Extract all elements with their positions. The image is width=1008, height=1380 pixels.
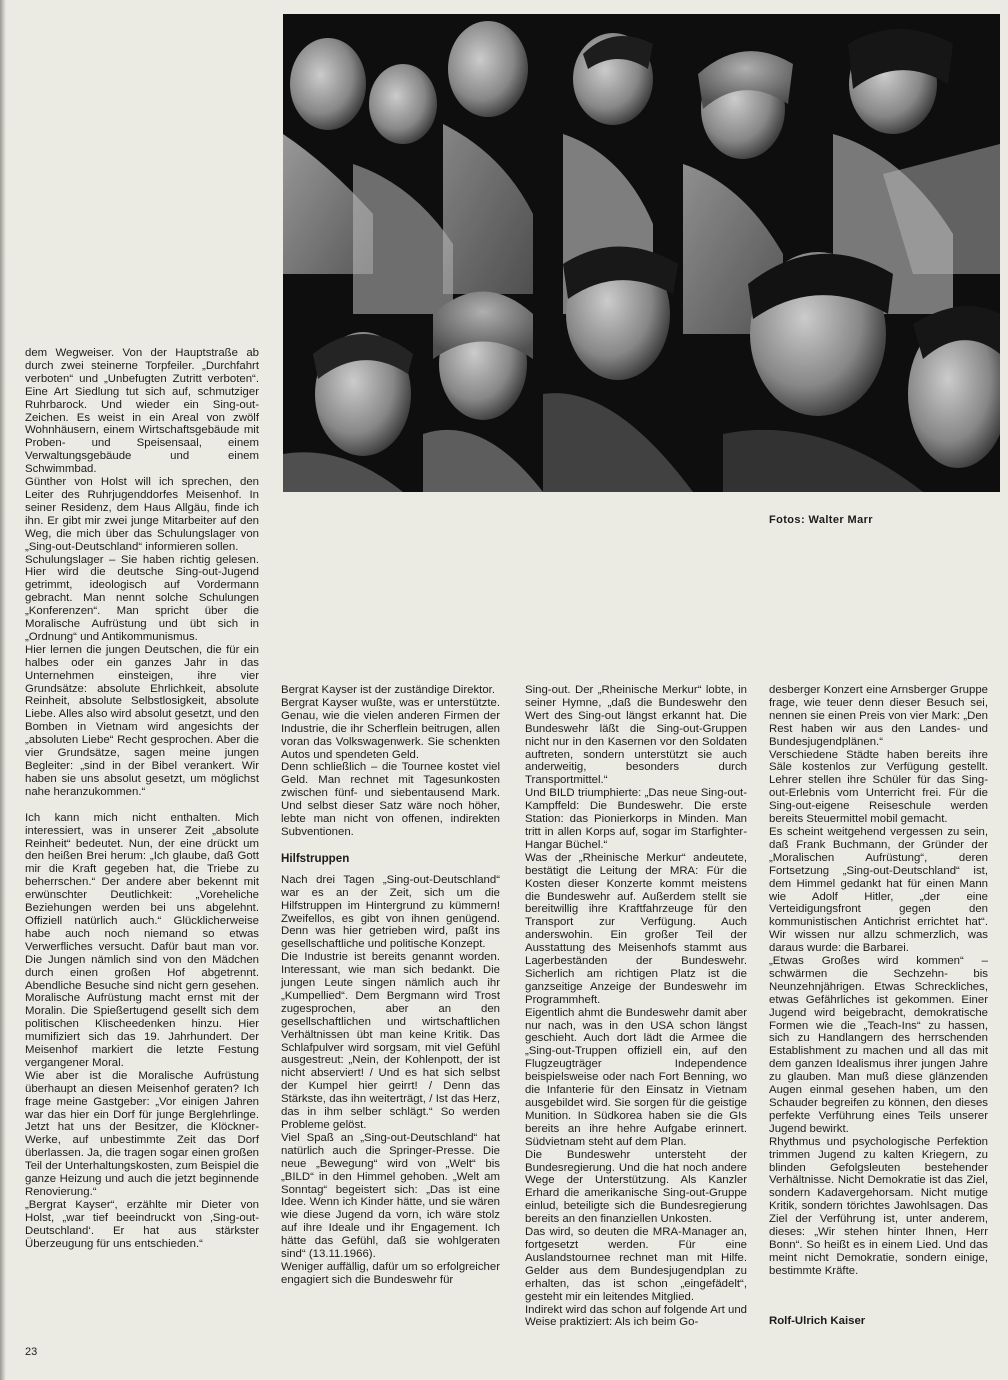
article-column-2 [281, 684, 500, 1287]
paragraph: Eigentlich ahmt die Bundeswehr damit aber nur nach, was in den USA schon längst geschieht. Auch dort lädt die Armee die „Sing-out-Truppen offiziell ein, auf den Flugzeugträger Independence beispielsweise oder nach Fort Benning, wo die Infanterie für den Einsatz in Vietnam ausgebildet wird. Sie sorgen für die geistige Munition. In Südkorea haben sie die GIs bereits an ihre hehre Aufgabe erinnert. Südvietnam steht auf dem Plan. [525, 1006, 747, 1148]
paragraph: Und BILD triumphierte: „Das neue Sing-out-Kampffeld: Die Bundeswehr. Die erste Station: das Pionierkorps in Minden. Man tritt in allen Korps auf, sogar im Starfighter-Hangar Büchel.“ [525, 787, 747, 851]
paragraph: Bergrat Kayser wußte, was er unterstützte. Genau, wie die vielen anderen Firmen der Industrie, die ihr Scherflein beitrugen, allen voran das Volkswagenwerk. Sie schenkten Autos und spendeten Geld. [281, 696, 500, 761]
paragraph: Schulungslager – Sie haben richtig gelesen. Hier wird die deutsche Sing-out-Jugend getrimmt, ideologisch auf Vordermann gebracht. Man nennt solche Schulungen „Konferenzen“. Man spricht über die Moralische Aufrüstung und übt sich in „Ordnung“ und Antikommunismus. [25, 553, 259, 643]
paragraph: Bergrat Kayser ist der zuständige Direktor. [281, 684, 495, 696]
paragraph: Nach drei Tagen „Sing-out-Deutschland“ war es an der Zeit, sich um die Hilfstruppen im Hintergrund zu kümmern! Zweifellos, es gibt von ihnen genügend. Denn was hier getrieben wird, paßt ins gesellschaftliche und politische Konzept. [281, 873, 500, 951]
paragraph: Hier lernen die jungen Deutschen, die für ein halbes oder ein ganzes Jahr in das Unternehmen einsteigen, ihre vier Grundsätze: absolute Ehrlichkeit, absolute Reinheit, absolute Selbstlosigkeit, absolute Liebe. Alles also wird absolut gesetzt, und den Bomben in Vietnam wird angesichts der „absoluten Liebe“ Recht gesprochen. Aber die vier Grundsätze, sagen meine jungen Begleiter: „sind in der Bibel verankert. Wir haben sie uns absolut gesetzt, um möglichst nahe heranzukommen.“ [25, 643, 259, 798]
paragraph: Ich kann mich nicht enthalten. Mich interessiert, was in unserer Zeit „absolute Reinheit“ bedeutet. Nun, der eine drückt um den heißen Brei herum: „Ich glaube, daß Gott mir die Kraft gegeben hat, die Triebe zu beherrschen.“ Der andere aber bekennt mit erwünschter Deutlichkeit: „Voreheliche Beziehungen werden bei uns abgelehnt. Offiziell natürlich auch.“ Glücklicherweise habe auch noch niemand so etwas Verwerfliches versucht. Dafür baut man vor. Die Jungen nämlich sind von den Mädchen durch einen großen Hof abgetrennt. Abendliche Besuche sind nicht gern gesehen. Moralische Aufrüstung macht ernst mit der Moralin. Die Spießertugend gesellt sich dem politischen Klischeedenken hinzu. Hier mumifiziert sich das 19. Jahrhundert. Der Meisenhof markiert die letzte Festung vergangener Moral. [25, 811, 259, 1069]
paragraph: Rhythmus und psychologische Perfektion trimmen Jugend zu kalten Kriegern, zu blinden Gefolgsleuten bestehender Verhältnisse. Nicht Demokratie ist das Ziel, sondern Kadavergehorsam. Nicht mutige Kritik, sondern törichtes Jawohlsagen. Das Ziel der Verführung ist, unter anderem, dieses: „Wir stehen hinter Ihnen, Herr Bonn“. So heißt es in einem Lied. Und das meint nicht Demokratie, sondern einige, bestimmte Kräfte. [769, 1135, 988, 1277]
page-number: 23 [25, 1346, 38, 1358]
paragraph: „Bergrat Kayser“, erzählte mir Dieter von Holst, „war tief beeindruckt von ‚Sing-out-Deutschland‘. Er hat aus stärkster Überzeugung für uns entschieden.“ [25, 1198, 259, 1250]
paragraph: dem Wegweiser. Von der Hauptstraße ab durch zwei steinerne Torpfeiler. „Durchfahrt verboten“ und „Unbefugten Zutritt verboten“. Eine Art Siedlung tut sich auf, schmutziger Ruhrbarock. Und wieder ein Sing-out-Zeichen. Es weist in ein Areal von zwölf Wohnhäusern, einem Wirtschaftsgebäude mit Proben- und Speisensaal, einem Verwaltungsgebäude und einem Schwimmbad. [25, 347, 259, 476]
paragraph: Es scheint weitgehend vergessen zu sein, daß Frank Buchmann, der Gründer der „Moralischen Aufrüstung“, deren Fortsetzung „Sing-out-Deutschland“ ist, dem Himmel gedankt hat für einen Mann wie Adolf Hitler, „der eine Verteidigungsfront gegen den kommunistischen Antichrist errichtet hat“. Wir wissen nur allzu schmerzlich, was daraus wurde: die Barbarei. [769, 825, 988, 955]
paragraph: Viel Spaß an „Sing-out-Deutschland“ hat natürlich auch die Springer-Presse. Die neue „Bewegung“ wird von „Welt“ bis „BILD“ in den Himmel gehoben. „Welt am Sonntag“ begeistert sich: „Das ist eine Idee. Wenn ich Kinder hätte, und sie wären wie diese Jugend da vorn, ich wäre stolz auf ihre Ideale und ihr Engagement. Ich hätte das Gefühl, daß sie wohlgeraten sind“ (13.11.1966). [281, 1131, 500, 1261]
photo-credit: Fotos: Walter Marr [769, 514, 873, 526]
paragraph: Günther von Holst will ich sprechen, den Leiter des Ruhrjugenddorfes Meisenhof. In seiner Residenz, dem Haus Allgäu, finde ich ihn. Er gibt mir zwei junge Mitarbeiter auf den Weg, die mich über das Schulungslager von „Sing-out-Deutschland“ informieren sollen. [25, 476, 259, 553]
article-column-1 [25, 347, 259, 1251]
paragraph: Indirekt wird das schon auf folgende Art und Weise praktiziert: Als ich beim Go- [525, 1303, 747, 1329]
paragraph: Die Industrie ist bereits genannt worden. Interessant, wie man sich bedankt. Die jungen Leute singen nämlich auch ihr „Kumpellied“. Dem Bergmann wird Trost zugesprochen, aber an den gesellschaftlichen und wirtschaftlichen Verhältnissen übt man keine Kritik. Das Schlafpulver wird sorgsam, mit viel Gefühl ausgestreut: „Nein, der Kohlenpott, der ist nicht abserviert! / Und es hat sich selbst der Kumpel hier geirrt! / Denn das Stärkste, das ihn weiterträgt, / Ist das Herz, das in ihm selber schlägt.“ So werden Probleme gelöst. [281, 951, 500, 1131]
paragraph: Verschiedene Städte haben bereits ihre Säle kostenlos zur Verfügung gestellt. Lehrer stellen ihre Schüler für das Sing-out-Erlebnis vom Unterricht frei. Für die Sing-out-eigene Reiseschule werden bereits Steuermittel mobil gemacht. [769, 748, 988, 826]
paragraph: Sing-out. Der „Rheinische Merkur“ lobte, in seiner Hymne, „daß die Bundeswehr den Wert des Sing-out längst erkannt hat. Die Bundeswehr läßt die Sing-out-Gruppen nicht nur in den Kasernen vor den Soldaten auftreten, sondern unterstützt sie auch anderweitig, besonders durch Transportmittel.“ [525, 684, 747, 787]
author-byline: Rolf-Ulrich Kaiser [769, 1315, 866, 1327]
paragraph: Denn schließlich – die Tournee kostet viel Geld. Man rechnet mit Tagesunkosten zwischen fünf- und siebentausend Mark. Und selbst dieser Satz wäre noch höher, lebte man nicht von offenen, indirekten Subventionen. [281, 761, 500, 838]
paragraph: desberger Konzert eine Arnsberger Gruppe frage, wie teuer denn dieser Besuch sei, nennen sie einen Preis von vier Mark: „Den Rest haben wir aus den Landes- und Bundesjugendplänen.“ [769, 684, 988, 748]
paragraph: Was der „Rheinische Merkur“ andeutete, bestätigt die Leitung der MRA: Für die Kosten dieser Konzerte kommt meistens die Bundeswehr auf. Außerdem stellt sie bereitwillig ihre Kraftfahrzeuge für den Transport zur Verfügung. Auch anderswohin. Ein großer Teil der Ausstattung des Meisenhofs stammt aus Lagerbeständen der Bundeswehr. Sicherlich am richtigen Platz ist die ganzseitige Anzeige der Bundeswehr im Programmheft. [525, 851, 747, 1006]
paragraph: „Etwas Großes wird kommen“ – schwärmen die Sechzehn- bis Neunzehnjährigen. Etwas Schreckliches, etwas Gefährliches ist gekommen. Einer Jugend wird beigebracht, demokratische Formen wie die „Teach-Ins“ zu hassen, sich zu Handlangern des herrschenden Establishment zu machen und all das mit dem ganzen Idealismus ihrer jungen Jahre zu glauben. Man muß diese glänzenden Augen einmal gesehen haben, um den Schauder begreifen zu können, den dieses perfekte Verführung eines Teils unserer Jugend bewirkt. [769, 955, 988, 1135]
paragraph: Die Bundeswehr untersteht der Bundesregierung. Und die hat noch andere Wege der Unterstützung. Als Kanzler Erhard die amerikanische Sing-out-Gruppe einlud, beteiligte sich die Bundesregierung bereits an den finanziellen Unkosten. [525, 1148, 747, 1226]
paragraph: Das wird, so deuten die MRA-Manager an, fortgesetzt werden. Für eine Auslandstournee rechnet man mit Hilfe. Gelder aus dem Bundesjugendplan zu erhalten, das ist schon „eingefädelt“, gesteht mir ein leitendes Mitglied. [525, 1226, 747, 1303]
paragraph: Weniger auffällig, dafür um so erfolgreicher engagiert sich die Bundeswehr für [281, 1260, 500, 1286]
choir-photo [283, 14, 1000, 492]
article-column-3 [525, 684, 747, 1329]
section-heading: Hilfstruppen [281, 851, 350, 865]
page-binding-shadow [0, 0, 6, 1380]
article-column-4 [769, 684, 988, 1278]
paragraph: Wie aber ist die Moralische Aufrüstung überhaupt an diesen Meisenhof geraten? Ich frage meine Gastgeber: „Vor einigen Jahren war das hier ein Dorf für junge Berglehrlinge. Jetzt hat uns der Besitzer, die Klöckner-Werke, auf unbestimmte Zeit das Dorf überlassen. Ja, die tragen sogar einen großen Teil der Unterhaltungskosten, zum Beispiel die ganze Heizung und auch die jetzt beginnende Renovierung.“ [25, 1069, 259, 1198]
choir-photo-illustration [283, 14, 1000, 492]
